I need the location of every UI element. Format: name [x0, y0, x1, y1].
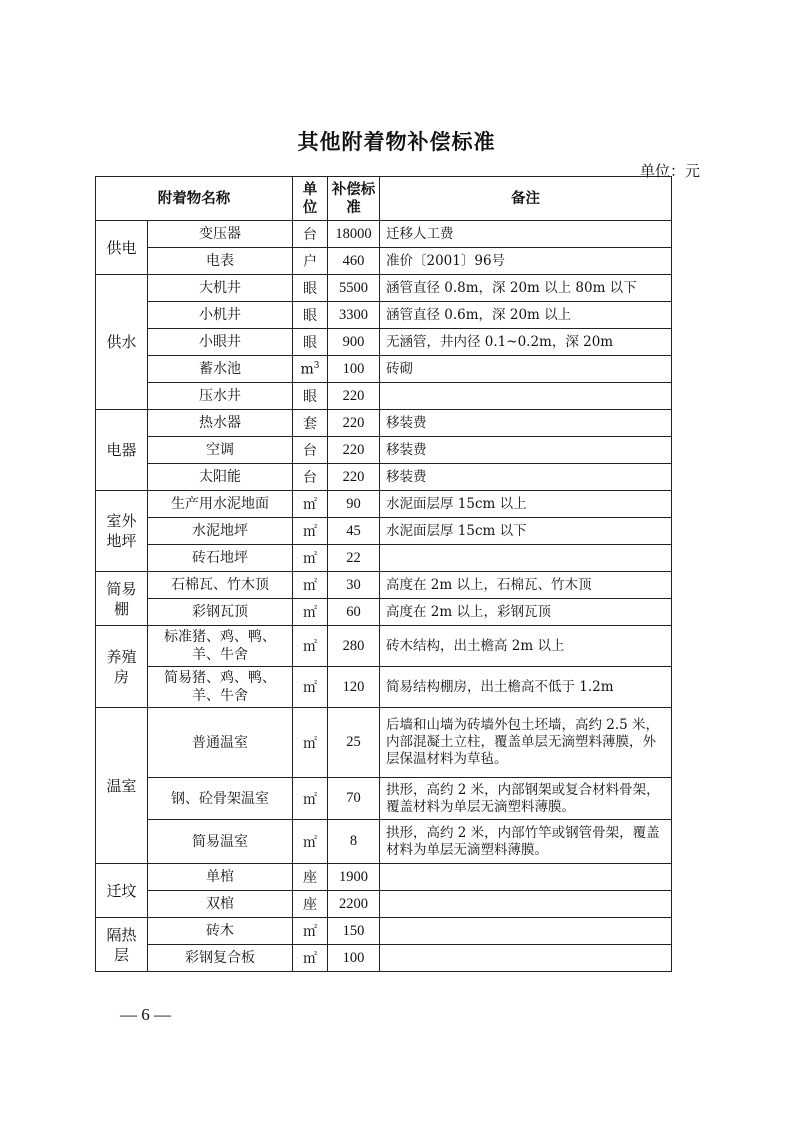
category-label-text: 电器 [106, 441, 137, 459]
item-note [380, 383, 672, 410]
item-standard: 150 [328, 918, 380, 945]
category-label [96, 708, 148, 864]
item-name: 变压器 [148, 221, 293, 248]
item-note [380, 545, 672, 572]
item-name: 钢、砼骨架温室 [148, 778, 293, 820]
item-note: 移装费 [380, 410, 672, 437]
category-label [96, 626, 148, 708]
item-name: 石棉瓦、竹木顶 [148, 572, 293, 599]
table-row [96, 275, 672, 302]
item-name: 简易猪、鸡、鸭、羊、牛舍 [148, 667, 293, 708]
item-standard: 1900 [328, 864, 380, 891]
item-name: 空调 [148, 437, 293, 464]
item-note: 水泥面层厚 15cm 以上 [380, 491, 672, 518]
item-note: 简易结构棚房，出土檐高不低于 1.2m [380, 667, 672, 708]
item-unit: ㎡ [293, 918, 328, 945]
category-label [96, 275, 148, 410]
category-label-text: 迁坟 [106, 881, 137, 900]
table-row [96, 626, 672, 667]
table-row [96, 221, 672, 248]
item-unit: 台 [293, 464, 328, 491]
unit-label: 单位：元 [639, 162, 700, 180]
category-label [96, 491, 148, 572]
table-row [96, 891, 672, 918]
item-unit-base: m [300, 361, 314, 378]
item-name: 标准猪、鸡、鸭、羊、牛舍 [148, 626, 293, 667]
item-standard: 460 [328, 248, 380, 275]
item-name: 砖木 [148, 918, 293, 945]
item-unit: ㎡ [293, 626, 328, 667]
item-unit: 套 [293, 410, 328, 437]
item-note: 高度在 2m 以上，石棉瓦、竹木顶 [380, 572, 672, 599]
item-unit: ㎡ [293, 572, 328, 599]
item-unit: ㎡ [293, 820, 328, 864]
item-standard: 100 [328, 945, 380, 972]
item-standard: 900 [328, 329, 380, 356]
item-note [380, 864, 672, 891]
item-unit: 眼 [293, 302, 328, 329]
item-name: 彩钢瓦顶 [148, 599, 293, 626]
category-label [96, 864, 148, 918]
item-unit: 眼 [293, 275, 328, 302]
table-row [96, 383, 672, 410]
table-row [96, 599, 672, 626]
item-unit: 户 [293, 248, 328, 275]
item-name: 电表 [148, 248, 293, 275]
table-body [96, 221, 672, 972]
item-standard: 25 [328, 708, 380, 778]
item-name: 砖石地坪 [148, 545, 293, 572]
item-note: 准价〔2001〕96号 [380, 248, 672, 275]
item-name: 大机井 [148, 275, 293, 302]
item-unit: ㎡ [293, 491, 328, 518]
item-unit: 台 [293, 221, 328, 248]
item-unit: ㎡ [293, 778, 328, 820]
category-label-text: 养殖房 [106, 647, 137, 686]
item-standard: 60 [328, 599, 380, 626]
item-name: 太阳能 [148, 464, 293, 491]
category-label-text: 供电 [106, 238, 137, 257]
item-standard: 70 [328, 778, 380, 820]
item-standard: 8 [328, 820, 380, 864]
category-label [96, 918, 148, 972]
item-standard: 220 [328, 410, 380, 437]
item-standard: 5500 [328, 275, 380, 302]
compensation-table [95, 176, 672, 972]
item-note [380, 891, 672, 918]
item-name: 水泥地坪 [148, 518, 293, 545]
table-row [96, 945, 672, 972]
table-row [96, 464, 672, 491]
item-name: 小机井 [148, 302, 293, 329]
item-standard: 100 [328, 356, 380, 383]
item-note: 拱形，高约 2 米，内部竹竿或钢管骨架，覆盖材料为单层无滴塑料薄膜。 [380, 820, 672, 864]
category-label-text: 温室 [106, 776, 137, 795]
table-row [96, 248, 672, 275]
item-note: 拱形，高约 2 米，内部钢架或复合材料骨架，覆盖材料为单层无滴塑料薄膜。 [380, 778, 672, 820]
header-name: 附着物名称 [96, 177, 293, 221]
item-note: 后墙和山墙为砖墙外包土坯墙，高约 2.5 米，内部混凝土立柱，覆盖单层无滴塑料薄膜，外层保温材料为草毡。 [380, 708, 672, 778]
item-name: 双棺 [148, 891, 293, 918]
table-row [96, 708, 672, 778]
category-label-text: 简易棚 [106, 579, 137, 618]
item-note: 高度在 2m 以上，彩钢瓦顶 [380, 599, 672, 626]
table-row [96, 918, 672, 945]
item-unit: ㎡ [293, 599, 328, 626]
item-note: 砖木结构，出土檐高 2m 以上 [380, 626, 672, 667]
item-name: 生产用水泥地面 [148, 491, 293, 518]
category-label-text: 供水 [106, 333, 137, 351]
item-unit: ㎡ [293, 708, 328, 778]
item-name: 蓄水池 [148, 356, 293, 383]
table-row [96, 437, 672, 464]
table-row [96, 667, 672, 708]
item-standard: 2200 [328, 891, 380, 918]
item-note [380, 918, 672, 945]
item-unit: 座 [293, 891, 328, 918]
item-name: 简易温室 [148, 820, 293, 864]
table-row [96, 329, 672, 356]
header-unit: 单位 [293, 177, 328, 221]
item-standard: 90 [328, 491, 380, 518]
page-number: — 6 — [120, 1005, 171, 1024]
item-unit-exponent: 3 [313, 360, 320, 371]
table-row [96, 302, 672, 329]
item-standard: 280 [328, 626, 380, 667]
item-unit [293, 356, 328, 383]
item-note: 迁移人工费 [380, 221, 672, 248]
category-label [96, 410, 148, 491]
item-unit: ㎡ [293, 945, 328, 972]
header-row [96, 177, 672, 221]
item-name: 压水井 [148, 383, 293, 410]
table-row [96, 356, 672, 383]
item-standard: 120 [328, 667, 380, 708]
item-name: 小眼井 [148, 329, 293, 356]
table-row [96, 864, 672, 891]
table-row [96, 491, 672, 518]
header-standard: 补偿标准 [328, 177, 380, 221]
item-note: 砖砌 [380, 356, 672, 383]
item-note: 无涵管，井内径 0.1~0.2m，深 20m [380, 329, 672, 356]
item-unit: 座 [293, 864, 328, 891]
document-title: 其他附着物补偿标准 [297, 130, 496, 154]
item-standard: 45 [328, 518, 380, 545]
category-label-text: 隔热层 [106, 925, 137, 964]
table-row [96, 778, 672, 820]
item-standard: 30 [328, 572, 380, 599]
item-name: 单棺 [148, 864, 293, 891]
item-name: 热水器 [148, 410, 293, 437]
item-standard: 220 [328, 464, 380, 491]
item-standard: 18000 [328, 221, 380, 248]
table-row [96, 545, 672, 572]
item-standard: 22 [328, 545, 380, 572]
item-unit: ㎡ [293, 545, 328, 572]
item-note: 涵管直径 0.6m，深 20m 以上 [380, 302, 672, 329]
category-label-text: 室外地坪 [106, 512, 137, 550]
table-row [96, 572, 672, 599]
item-unit: 眼 [293, 329, 328, 356]
item-unit: 台 [293, 437, 328, 464]
header-note: 备注 [380, 177, 672, 221]
item-name: 普通温室 [148, 708, 293, 778]
item-standard: 220 [328, 383, 380, 410]
item-standard: 3300 [328, 302, 380, 329]
category-label [96, 572, 148, 626]
item-note: 水泥面层厚 15cm 以下 [380, 518, 672, 545]
item-note: 涵管直径 0.8m，深 20m 以上 80m 以下 [380, 275, 672, 302]
item-unit: 眼 [293, 383, 328, 410]
category-label [96, 221, 148, 275]
item-name: 彩钢复合板 [148, 945, 293, 972]
item-unit: ㎡ [293, 667, 328, 708]
item-note: 移装费 [380, 437, 672, 464]
item-note: 移装费 [380, 464, 672, 491]
item-standard: 220 [328, 437, 380, 464]
table-row [96, 820, 672, 864]
item-unit: ㎡ [293, 518, 328, 545]
table-row [96, 410, 672, 437]
table-row [96, 518, 672, 545]
item-note [380, 945, 672, 972]
